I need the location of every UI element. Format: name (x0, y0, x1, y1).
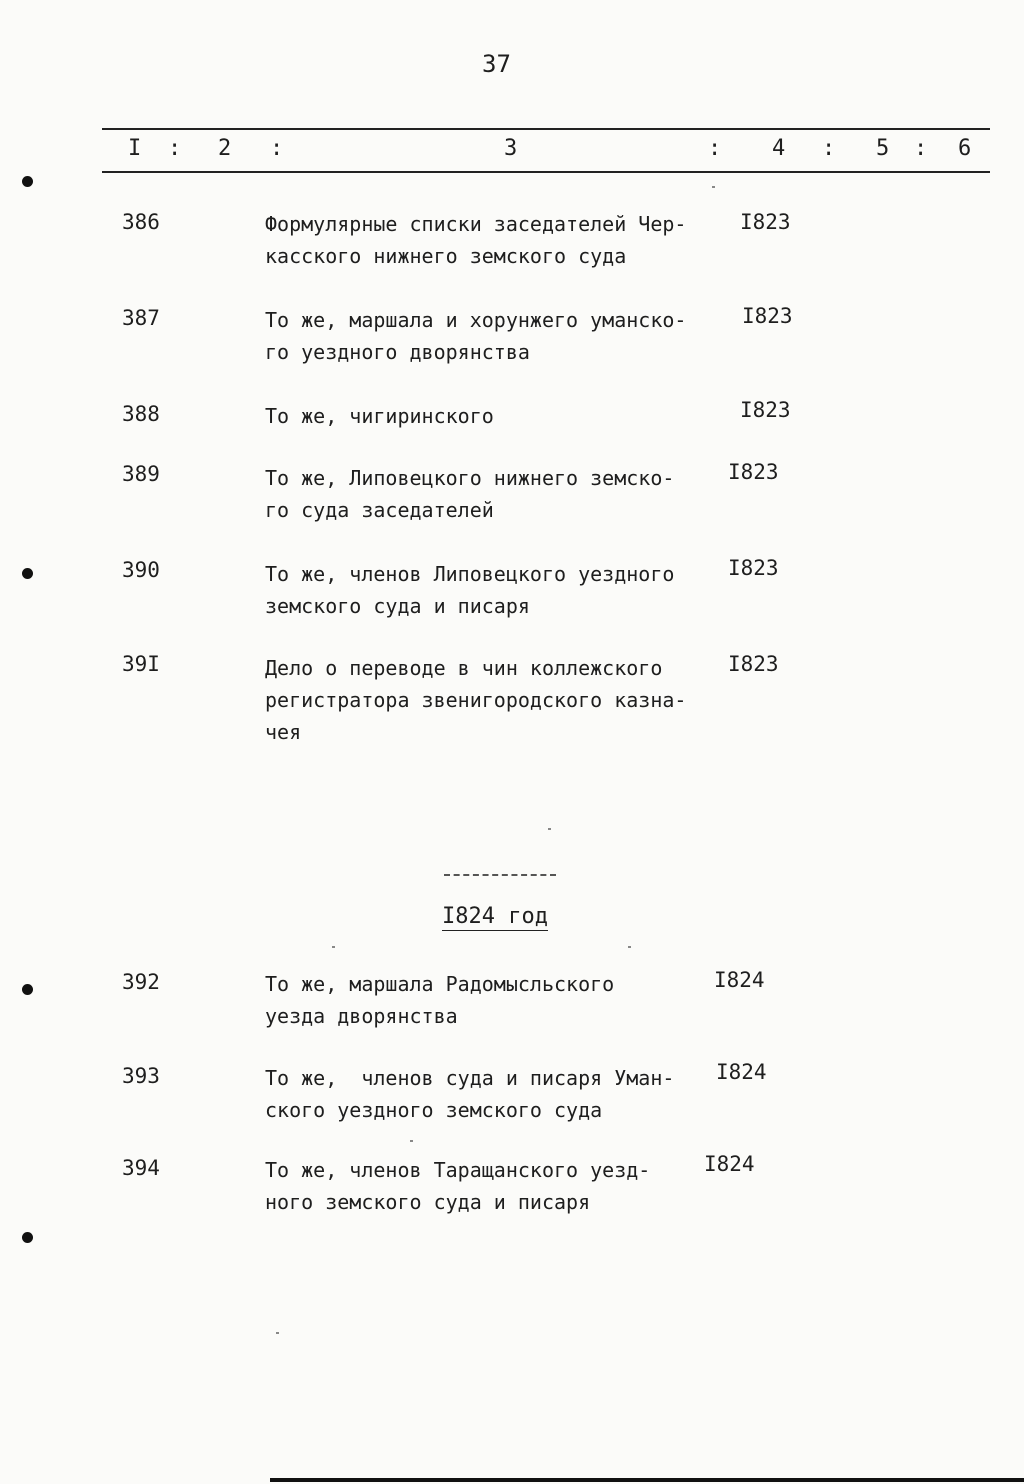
entry-number: 390 (122, 558, 160, 582)
col2-header: 2 (218, 136, 232, 161)
entry-year: I824 (714, 968, 765, 992)
col-separator: : (168, 136, 182, 161)
scan-speck (548, 828, 551, 830)
entry-number: 394 (122, 1156, 160, 1180)
entry-number: 389 (122, 462, 160, 486)
entry-description: То же, Липовецкого нижнего земско- го суда заседателей (265, 466, 675, 522)
table-header-row (0, 136, 1024, 166)
entry-year: I824 (704, 1152, 755, 1176)
col4-header: 4 (772, 136, 786, 161)
entry-year: I823 (740, 210, 791, 234)
section-divider (444, 874, 556, 876)
scan-speck (712, 186, 715, 188)
entry-year: I823 (728, 460, 779, 484)
col-separator: : (270, 136, 284, 161)
entry-description: Формулярные списки заседателей Чер- касского нижнего земского суда (265, 212, 687, 268)
entry-year: I823 (728, 556, 779, 580)
entry-description: Дело о переводе в чин коллежского регистратора звенигородского казна- чея (265, 656, 687, 744)
binding-hole-mark (22, 984, 33, 995)
entry-year: I823 (728, 652, 779, 676)
entry-year: I823 (742, 304, 793, 328)
entry-description: То же, членов Липовецкого уездного земского суда и писаря (265, 562, 675, 618)
page-bottom-edge (270, 1478, 1024, 1482)
scan-speck (410, 1140, 413, 1142)
section-heading-text: I824 год (442, 904, 548, 929)
entry-number: 388 (122, 402, 160, 426)
col-separator: : (708, 136, 722, 161)
col-separator: : (822, 136, 836, 161)
scan-speck (332, 946, 335, 948)
scan-speck (276, 1332, 279, 1334)
table-header-bottom-rule (102, 171, 990, 173)
entry-year: I823 (740, 398, 791, 422)
entry-description: То же, членов Таращанского уезд- ного земского суда и писаря (265, 1158, 651, 1214)
binding-hole-mark (22, 568, 33, 579)
col5-header: 5 (876, 136, 890, 161)
scan-speck (628, 946, 631, 948)
entry-description: То же, чигиринского (265, 404, 494, 428)
col-separator: : (914, 136, 928, 161)
col3-header: 3 (504, 136, 518, 161)
binding-hole-mark (22, 1232, 33, 1243)
col1-header: I (128, 136, 142, 161)
entry-description: То же, маршала и хорунжего уманско- го уездного дворянства (265, 308, 687, 364)
entry-number: 387 (122, 306, 160, 330)
entry-number: 393 (122, 1064, 160, 1088)
entry-number: 39I (122, 652, 160, 676)
entry-year: I824 (716, 1060, 767, 1084)
col6-header: 6 (958, 136, 972, 161)
section-heading-1824 (442, 904, 548, 929)
entry-description: То же, маршала Радомысльского уезда дворянства (265, 972, 615, 1028)
page-number: 37 (482, 50, 511, 78)
entry-description: То же, членов суда и писаря Уман- ского уездного земского суда (265, 1066, 675, 1122)
binding-hole-mark (22, 176, 33, 187)
entry-number: 386 (122, 210, 160, 234)
entry-number: 392 (122, 970, 160, 994)
table-top-rule (102, 128, 990, 130)
